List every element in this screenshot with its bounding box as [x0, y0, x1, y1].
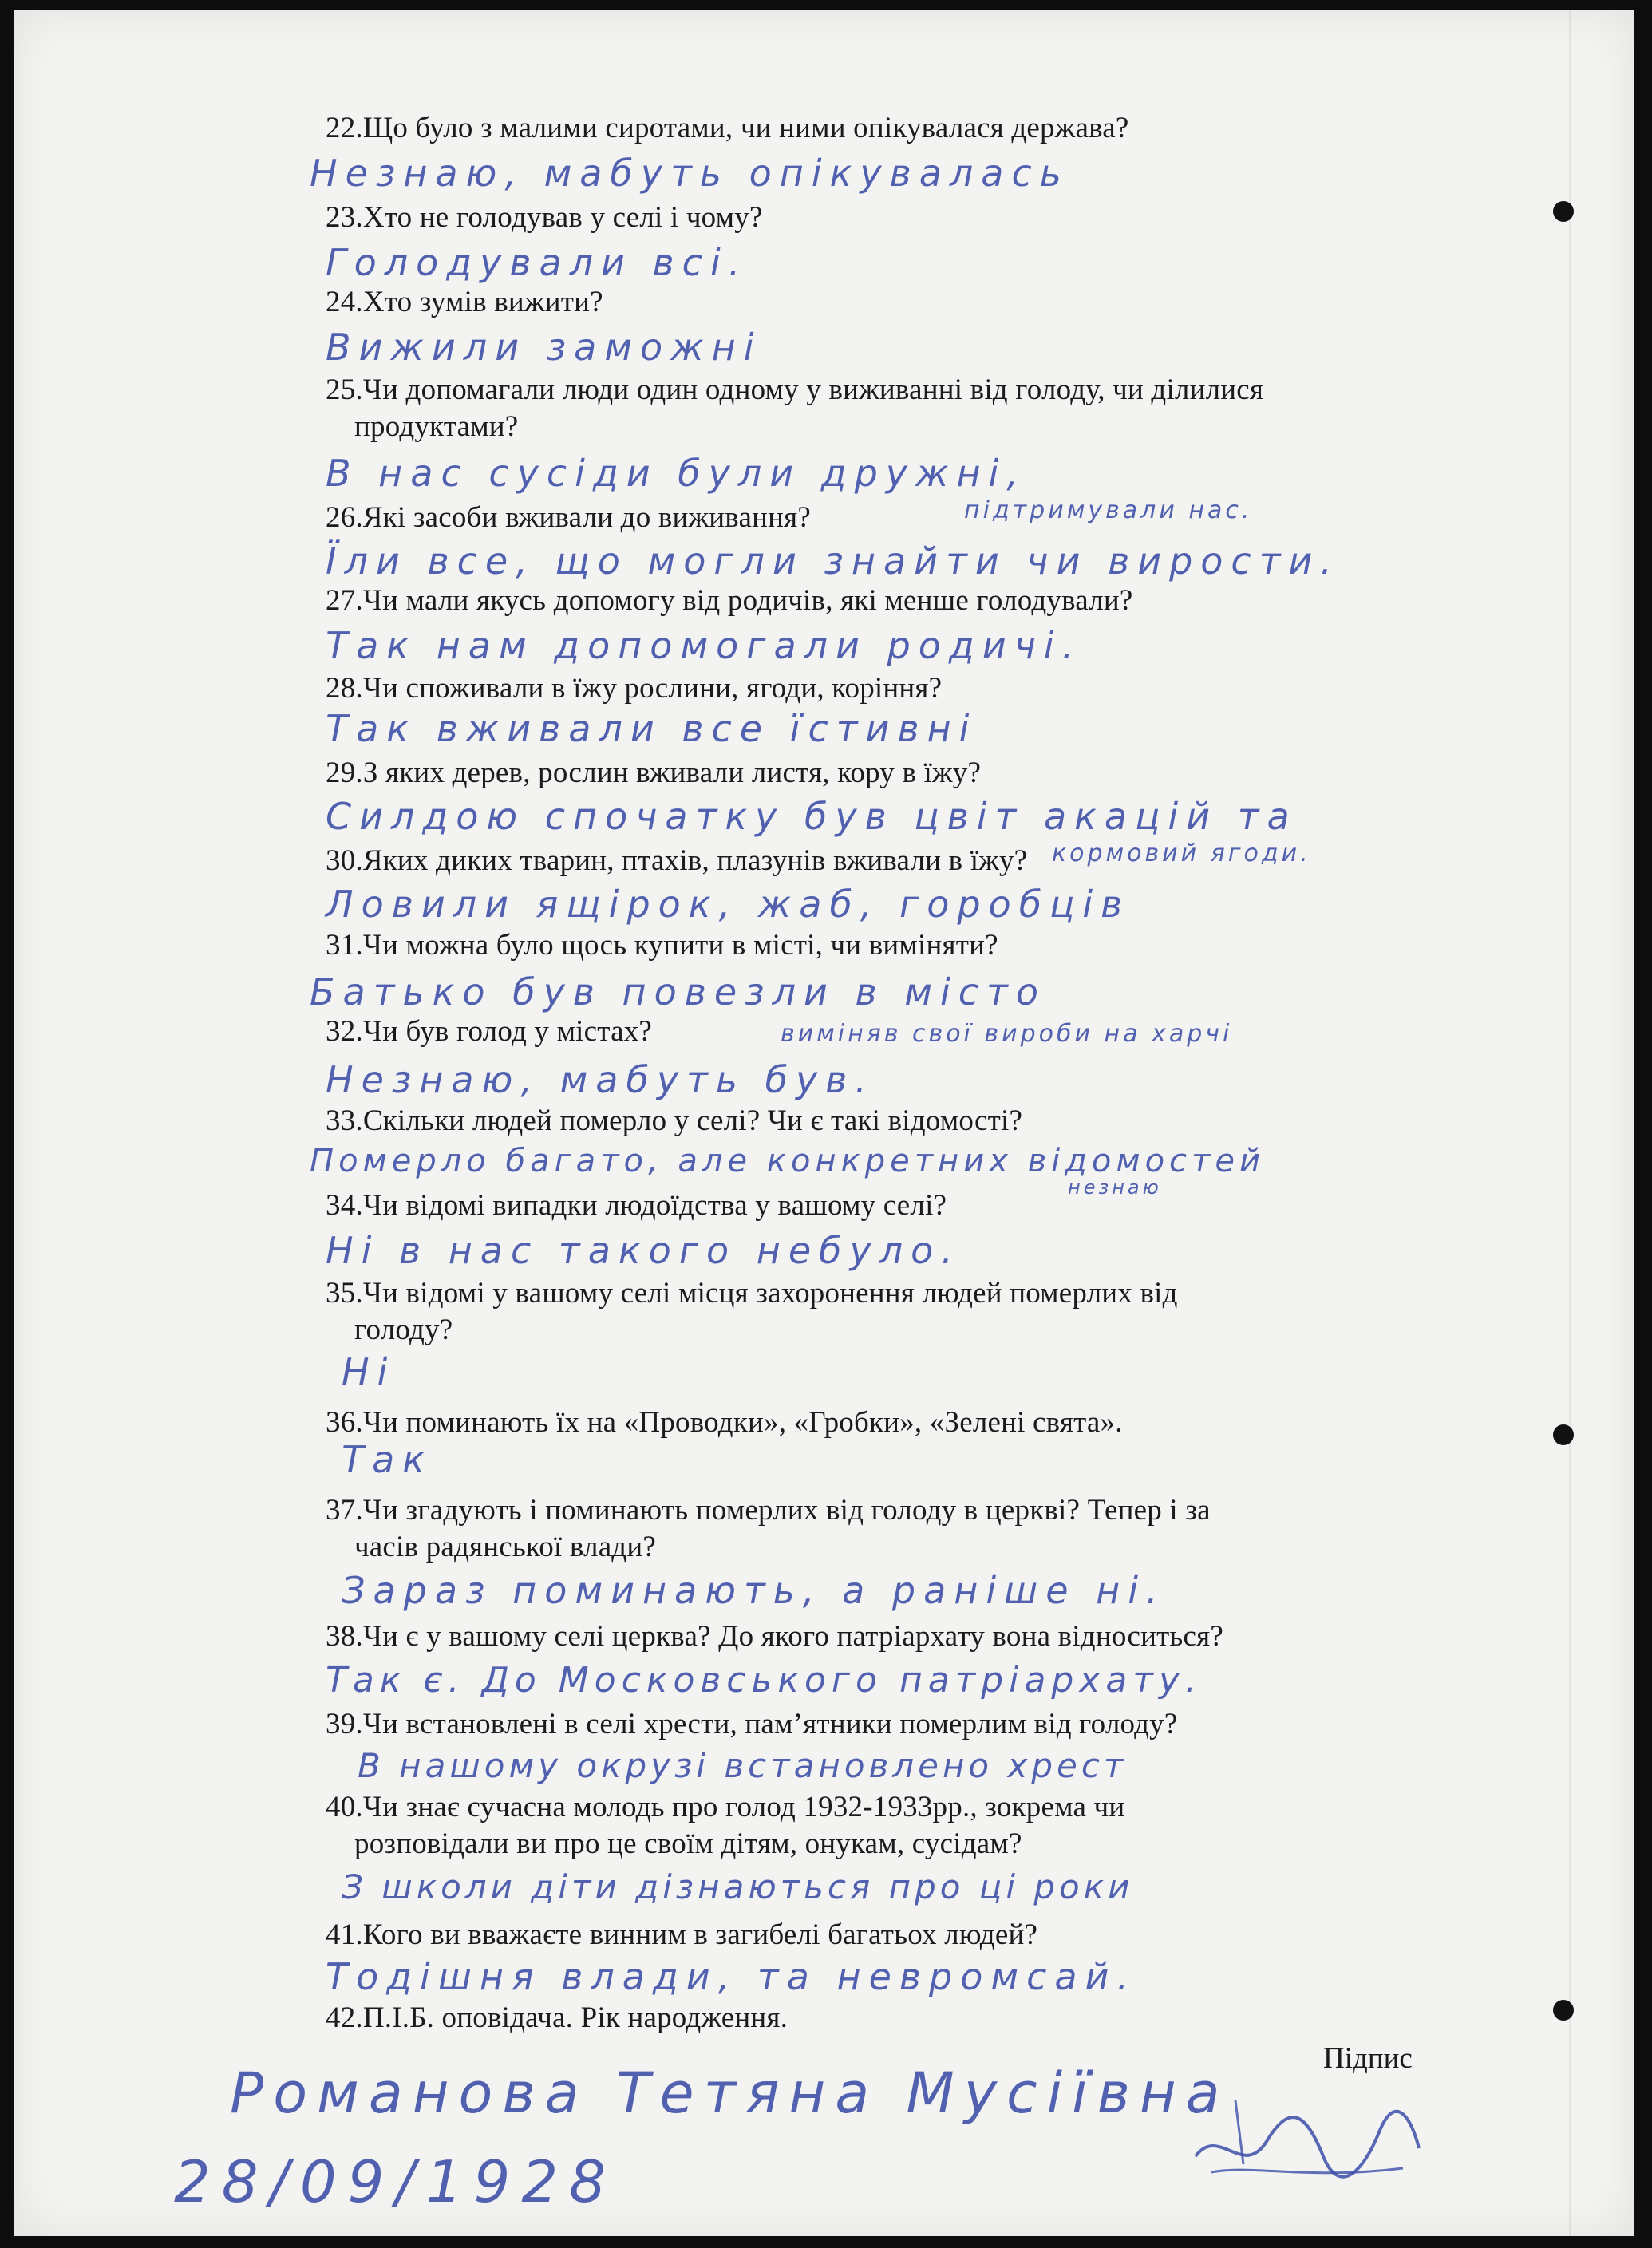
document-page — [14, 10, 1634, 2236]
answer-34: Ні в нас такого небуло. — [326, 1229, 961, 1272]
answer-24: Вижили заможні — [326, 326, 762, 369]
answer-22: Незнаю, мабуть опікувалась — [310, 152, 1069, 195]
question-25: 25.Чи допомагали люди один одному у виживанні від голоду, чи ділилися продуктами? — [326, 373, 1264, 443]
question-42: 42.П.І.Б. оповідача. Рік народження. — [326, 2001, 788, 2034]
question-38: 38.Чи є у вашому селі церква? До якого патріархату вона відноситься? — [326, 1620, 1223, 1653]
answer-27: Так нам допомогали родичі. — [326, 624, 1082, 667]
birth-date: 28/09/1928 — [174, 2148, 617, 2215]
question-34: 34.Чи відомі випадки людоїдства у вашому селі? — [326, 1189, 947, 1222]
punch-hole — [1553, 2000, 1574, 2021]
question-40: 40.Чи знає сучасна молодь про голод 1932-1933рр., зокрема чи розповідали ви про це своїм дітям, онукам, сусідам? — [326, 1791, 1125, 1860]
answer-31-continuation: виміняв свої вироби на харчі — [781, 1020, 1233, 1048]
question-29: 29.З яких дерев, рослин вживали листя, кору в їжу? — [326, 757, 982, 789]
answer-25-continuation: підтримували нас. — [964, 496, 1253, 524]
answer-32: Незнаю, мабуть був. — [326, 1058, 875, 1101]
question-37: 37.Чи згадують і поминають померлих від голоду в церкві? Тепер і за часів радянської влади? — [326, 1494, 1211, 1563]
question-28: 28.Чи споживали в їжу рослини, ягоди, коріння? — [326, 672, 943, 705]
answer-39: В нашому окрузі встановлено хрест — [358, 1746, 1128, 1785]
answer-33-continuation: незнаю — [1068, 1176, 1162, 1199]
answer-41: Тодішня влади, та невромсай. — [326, 1955, 1137, 1998]
fold-line — [1569, 10, 1571, 2236]
question-23: 23.Хто не голодував у селі і чому? — [326, 201, 763, 234]
question-31: 31.Чи можна було щось купити в місті, чи виміняти? — [326, 929, 998, 962]
answer-26: Їли все, що могли знайти чи вирости. — [326, 539, 1341, 583]
answer-33: Померло багато, але конкретних відомостей — [310, 1143, 1265, 1179]
question-32: 32.Чи був голод у містах? — [326, 1015, 653, 1048]
answer-36: Так — [342, 1438, 433, 1481]
answer-40: З школи діти дізнаються про ці роки — [342, 1867, 1134, 1906]
answer-23: Голодували всі. — [326, 241, 749, 284]
punch-hole — [1553, 201, 1574, 222]
answer-37: Зараз поминають, а раніше ні. — [342, 1569, 1166, 1612]
respondent-name: Романова Тетяна Мусіївна — [230, 2060, 1230, 2126]
answer-38: Так є. До Московського патріархату. — [326, 1660, 1203, 1701]
answer-29-continuation: кормовий ягоди. — [1052, 840, 1311, 867]
signature-label: Підпис — [1323, 2042, 1413, 2075]
question-35: 35.Чи відомі у вашому селі місця захоронення людей померлих від голоду? — [326, 1277, 1178, 1346]
answer-29: Силдою спочатку був цвіт акацій та — [326, 795, 1298, 838]
punch-hole — [1553, 1424, 1574, 1445]
answer-35: Ні — [342, 1350, 396, 1393]
question-41: 41.Кого ви вважаєте винним в загибелі багатьох людей? — [326, 1918, 1038, 1951]
question-30: 30.Яких диких тварин, птахів, плазунів вживали в їжу? — [326, 844, 1028, 877]
question-39: 39.Чи встановлені в селі хрести, пам’ятники померлим від голоду? — [326, 1708, 1178, 1740]
answer-25: В нас сусіди були дружні, — [326, 452, 1026, 495]
handwritten-signature — [1188, 2068, 1427, 2196]
answer-30: Ловили ящірок, жаб, горобців — [326, 883, 1131, 926]
question-24: 24.Хто зумів вижити? — [326, 286, 603, 318]
question-33: 33.Скільки людей померло у селі? Чи є такі відомості? — [326, 1104, 1023, 1137]
answer-28: Так вживали все їстивні — [326, 707, 978, 750]
question-26: 26.Які засоби вживали до виживання? — [326, 501, 811, 534]
question-27: 27.Чи мали якусь допомогу від родичів, які менше голодували? — [326, 584, 1133, 617]
question-22: 22.Що було з малими сиротами, чи ними опікувалася держава? — [326, 112, 1129, 144]
answer-31: Батько був повезли в місто — [310, 970, 1046, 1013]
question-36: 36.Чи поминають їх на «Проводки», «Гробки», «Зелені свята». — [326, 1406, 1123, 1439]
